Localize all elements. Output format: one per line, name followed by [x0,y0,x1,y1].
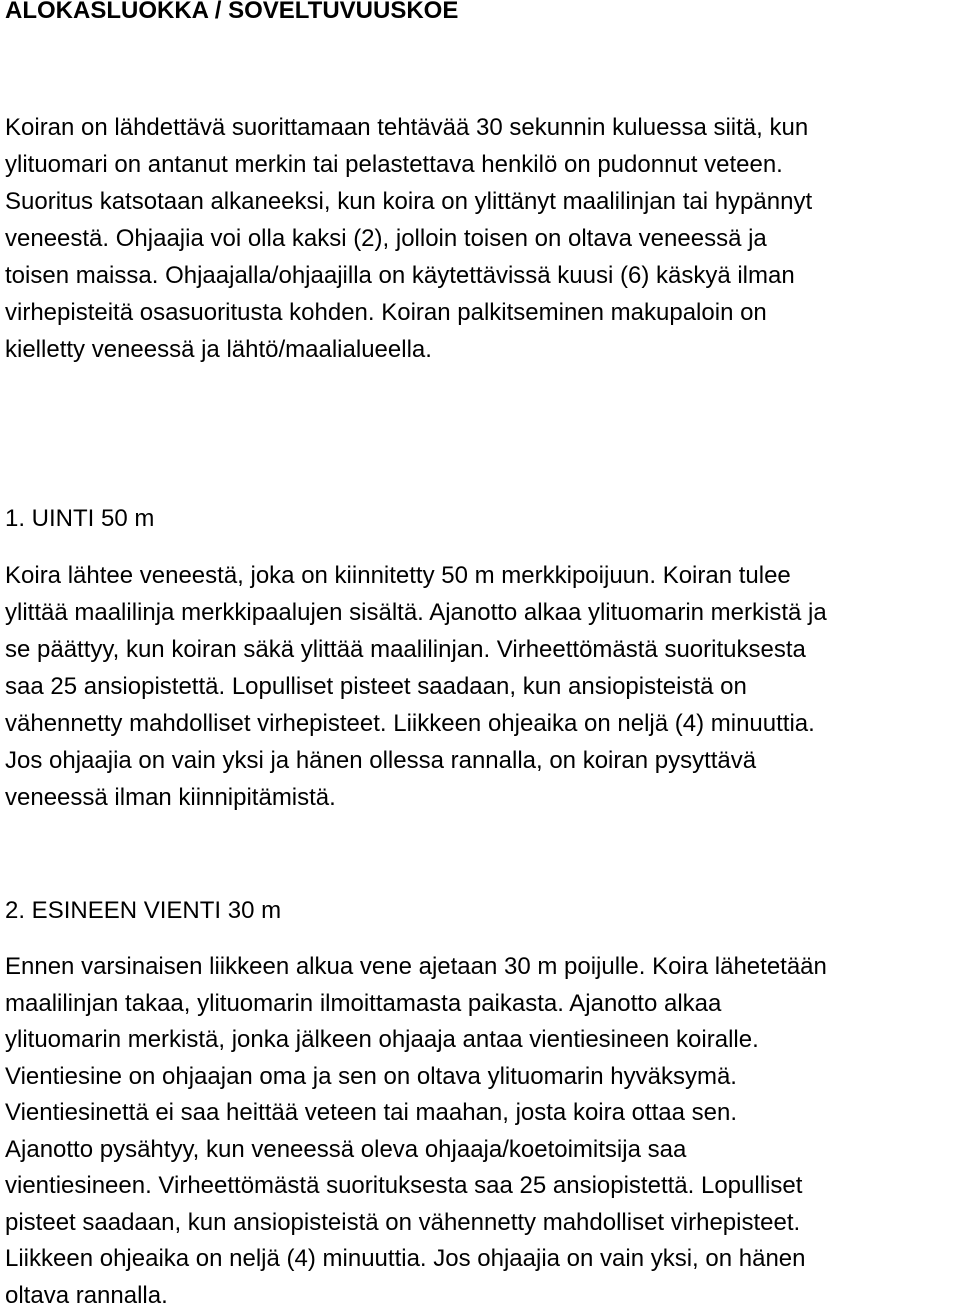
text-line: maalilinjan takaa, ylituomarin ilmoittamasta paikasta. Ajanotto alkaa [5,986,957,1023]
text-line: ylittää maalilinja merkkipaalujen sisältä. Ajanotto alkaa ylituomarin merkistä ja [5,594,957,631]
intro-paragraph [5,109,957,368]
text-line: toisen maissa. Ohjaajalla/ohjaajilla on käytettävissä kuusi (6) käskyä ilman [5,257,957,294]
text-line: veneessä ilman kiinnipitämistä. [5,779,957,816]
text-line: Ennen varsinaisen liikkeen alkua vene ajetaan 30 m poijulle. Koira lähetetään [5,949,957,986]
section-heading-esineen-vienti: 2. ESINEEN VIENTI 30 m [5,892,281,929]
text-line: veneestä. Ohjaajia voi olla kaksi (2), jolloin toisen on oltava veneessä ja [5,220,957,257]
text-line: kielletty veneessä ja lähtö/maalialueella. [5,331,957,368]
page-title: ALOKASLUOKKA / SOVELTUVUUSKOE [5,0,458,30]
text-line: saa 25 ansiopistettä. Lopulliset pisteet saadaan, kun ansiopisteistä on [5,668,957,705]
text-line: Suoritus katsotaan alkaneeksi, kun koira on ylittänyt maalilinjan tai hypännyt [5,183,957,220]
section-paragraph-uinti [5,557,957,816]
text-line: Vientiesinettä ei saa heittää veteen tai maahan, josta koira ottaa sen. [5,1095,957,1132]
text-line: Jos ohjaajia on vain yksi ja hänen ollessa rannalla, on koiran pysyttävä [5,742,957,779]
text-line: Vientiesine on ohjaajan oma ja sen on oltava ylituomarin hyväksymä. [5,1059,957,1096]
text-line: pisteet saadaan, kun ansiopisteistä on vähennetty mahdolliset virhepisteet. [5,1205,957,1242]
text-line: vähennetty mahdolliset virhepisteet. Liikkeen ohjeaika on neljä (4) minuuttia. [5,705,957,742]
text-line: oltava rannalla. [5,1278,957,1314]
section-heading-uinti: 1. UINTI 50 m [5,500,154,537]
text-line: Ajanotto pysähtyy, kun veneessä oleva ohjaaja/koetoimitsija saa [5,1132,957,1169]
text-line: Liikkeen ohjeaika on neljä (4) minuuttia. Jos ohjaajia on vain yksi, on hänen [5,1241,957,1278]
text-line: Koiran on lähdettävä suorittamaan tehtävää 30 sekunnin kuluessa siitä, kun [5,109,957,146]
text-line: vientiesineen. Virheettömästä suorituksesta saa 25 ansiopistettä. Lopulliset [5,1168,957,1205]
text-line: se päättyy, kun koiran säkä ylittää maalilinjan. Virheettömästä suorituksesta [5,631,957,668]
text-line: ylituomarin merkistä, jonka jälkeen ohjaaja antaa vientiesineen koiralle. [5,1022,957,1059]
text-line: Koira lähtee veneestä, joka on kiinnitetty 50 m merkkipoijuun. Koiran tulee [5,557,957,594]
text-line: virhepisteitä osasuoritusta kohden. Koiran palkitseminen makupaloin on [5,294,957,331]
text-line: ylituomari on antanut merkin tai pelastettava henkilö on pudonnut veteen. [5,146,957,183]
section-paragraph-esineen-vienti [5,949,957,1314]
